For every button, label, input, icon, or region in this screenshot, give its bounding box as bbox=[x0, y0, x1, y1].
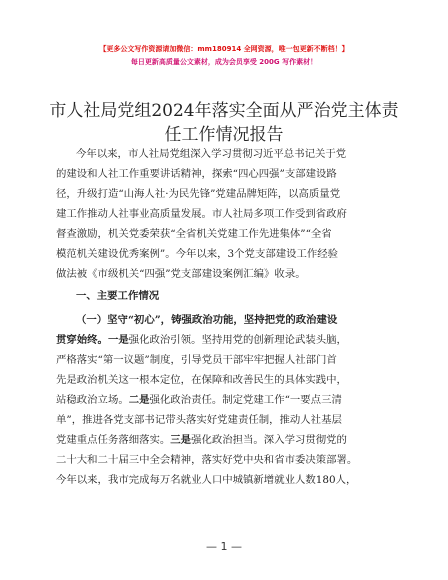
body-line: 今年以来，市人社局党组深入学习贯彻习近平总书记关于党 bbox=[76, 148, 347, 160]
body-line-mixed bbox=[56, 330, 394, 350]
body-line: 径，升级打造“山海人社·为民先锋”党建品牌矩阵，以高质量党 bbox=[56, 188, 341, 200]
emphasis-label: 二是 bbox=[128, 394, 150, 406]
section-heading: 一、主要工作情况 bbox=[76, 290, 160, 302]
body-line: 二十大和二十届三中全会精神，落实好党中央和省市委决策部署。 bbox=[56, 454, 358, 466]
body-line: 的建设和人社工作重要讲话精神，探索“四心四强”支部建设路 bbox=[56, 168, 337, 180]
body-text-run: 站稳政治立场。 bbox=[56, 394, 129, 406]
body-line: 督查激励，机关党委荣获“全省机关党建工作先进集体”“全省 bbox=[56, 228, 332, 240]
emphasis-label: 三是 bbox=[170, 434, 192, 446]
body-line: 单”，推进各党支部书记带头落实好党建责任制，推动人社基层 bbox=[56, 414, 342, 426]
body-line: 今年以来，我市完成每万名就业人口中城镇新增就业人数180人， bbox=[56, 474, 357, 486]
body-text-run: 党建重点任务落细落实。 bbox=[56, 434, 171, 446]
subsection-heading: （一）坚守“初心”，铸强政治功能，坚持把党的政治建设 bbox=[76, 314, 338, 326]
body-text-run: 强化政治责任。制定党建工作“一要点三清 bbox=[149, 394, 342, 406]
body-text-run: 强化政治担当。深入学习贯彻党的 bbox=[191, 434, 347, 446]
body-line: 建工作推动人社事业高质量发展。市人社局多项工作受到省政府 bbox=[56, 208, 347, 220]
document-title-line-1: 市人社局党组2024年落实全面从严治党主体责 bbox=[49, 101, 399, 121]
emphasis-label: 一是 bbox=[107, 334, 129, 346]
body-line-mixed bbox=[56, 390, 394, 410]
body-line: 先是政治机关这一根本定位，在保障和改善民生的具体实践中， bbox=[56, 374, 347, 386]
promo-banner-line-1: 【更多公文写作资源请加微信：mm180914 全网资源，唯一包更新不断档！】 bbox=[99, 45, 349, 53]
body-line-mixed bbox=[56, 430, 394, 450]
body-line: 模范机关建设优秀案例”。今年以来，3个党支部建设工作经验 bbox=[56, 248, 339, 260]
body-line: 做法被《市级机关“四强”党支部建设案例汇编》收录。 bbox=[56, 268, 306, 280]
body-line: 严格落实“第一议题”制度，引导党员干部牢牢把握人社部门首 bbox=[56, 354, 337, 366]
page-number: — 1 — bbox=[206, 540, 242, 553]
document-title-line-2: 任工作情况报告 bbox=[164, 125, 284, 145]
body-text-run: 强化政治引领。坚持用党的创新理论武装头脑， bbox=[128, 334, 347, 346]
subsection-heading-tail: 贯穿始终。 bbox=[56, 334, 108, 346]
promo-banner-line-2: 每日更新高质量公文素材，成为会员享受 200G 写作素材！ bbox=[130, 58, 318, 66]
